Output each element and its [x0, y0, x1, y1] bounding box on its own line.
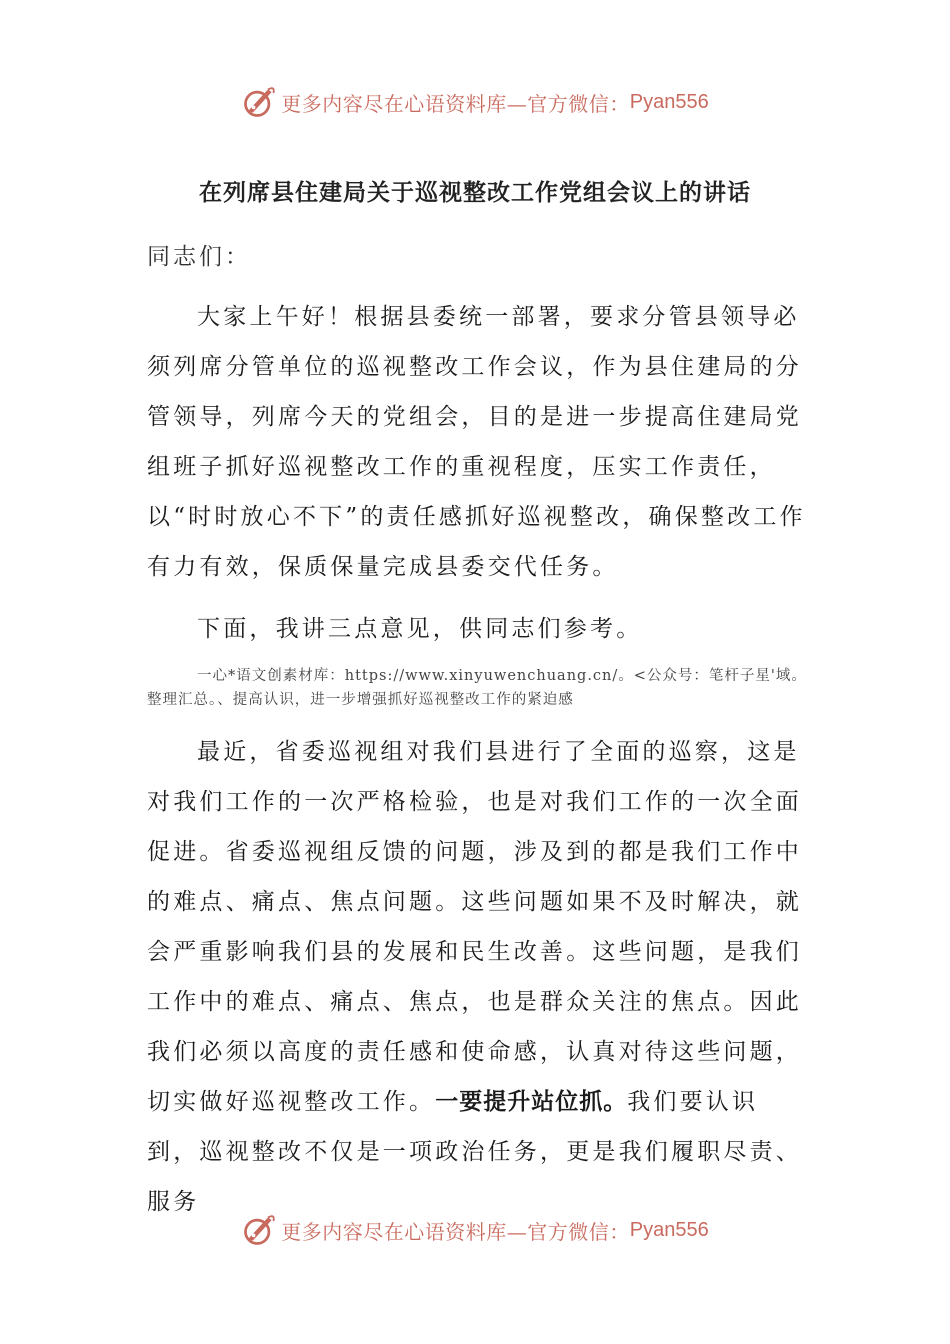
paragraph-1: 大家上午好！根据县委统一部署，要求分管县领导必须列席分管单位的巡视整改工作会议，作为县住建局的分管领导，列席今天的党组会，目的是进一步提高住建局党组班子抓好巡视整改工作的重视程度，压实工作责任，以“时时放心不下”的责任感抓好巡视整改，确保整改工作有力有效，保质保量完成县委交代任务。	[147, 304, 806, 580]
paragraph-3-end: 我们要认识到，巡视整改不仅是一项政治任务，更是我们履职尽责、服务	[147, 1089, 802, 1215]
source-note: 一心*语文创素材库：https://www.xinyuwenchuang.cn/。<公众号：笔杆子星'域。整理汇总。、提高认识，进一步增强抓好巡视整改工作的紧迫感	[147, 668, 807, 708]
banner-wechat-id: Pyan556	[629, 1218, 709, 1241]
banner-text: 更多内容尽在心语资料库—官方微信：	[281, 1219, 630, 1244]
header-banner	[0, 80, 950, 124]
paragraph-3-bold-heading: 一要提升站位抓。	[435, 1089, 628, 1115]
document-title: 在列席县住建局关于巡视整改工作党组会议上的讲话	[199, 180, 751, 206]
paragraph-3-start: 最近，省委巡视组对我们县进行了全面的巡察，这是对我们工作的一次严格检验，也是对我们工作的一次全面促进。省委巡视组反馈的问题，涉及到的都是我们工作中的难点、痛点、焦点问题。这些问题如果不及时解决，就会严重影响我们县的发展和民生改善。这些问题，是我们工作中的难点、痛点、焦点，也是群众关注的焦点。因此我们必须以高度的责任感和使命感，认真对待这些问题，切实做好巡视整改工作。	[147, 739, 802, 1115]
quill-logo-icon	[241, 1212, 277, 1248]
banner-text: 更多内容尽在心语资料库—官方微信：	[281, 91, 630, 116]
salutation: 同志们：	[147, 244, 251, 270]
paragraph-2: 下面，我讲三点意见，供同志们参考。	[197, 616, 643, 642]
quill-logo-icon	[241, 84, 277, 120]
footer-banner	[0, 1208, 950, 1252]
paragraph-3	[147, 727, 807, 1227]
banner-wechat-id: Pyan556	[629, 90, 709, 113]
